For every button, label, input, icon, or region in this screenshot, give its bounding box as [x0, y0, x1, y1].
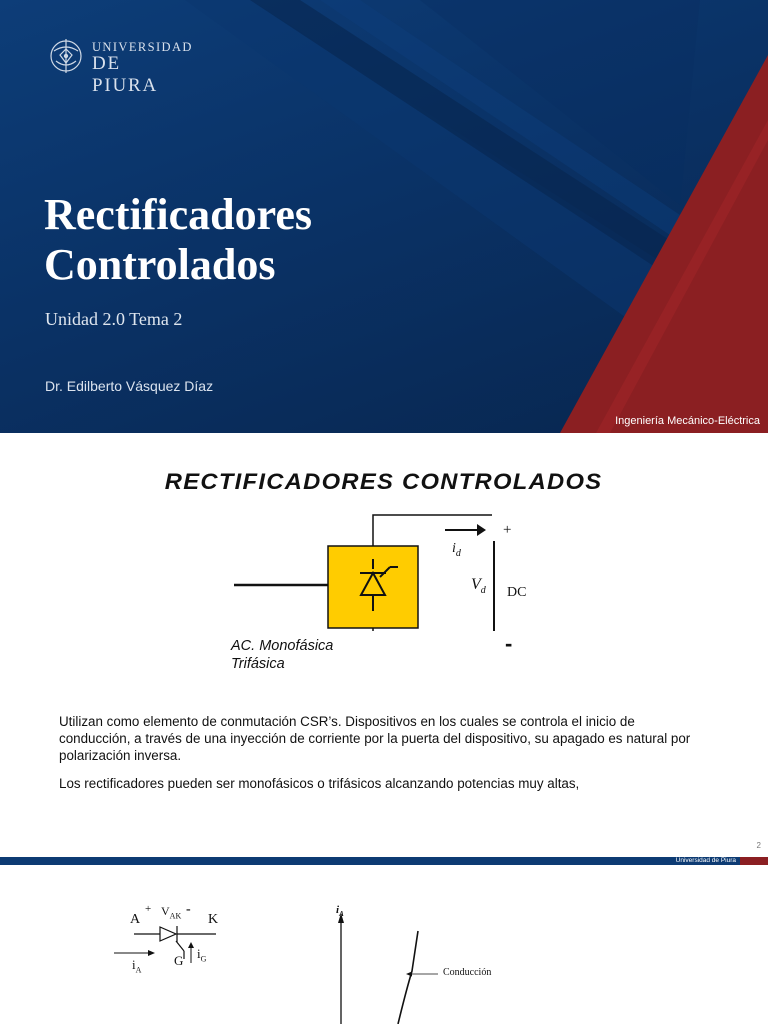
logo-text-line1: UNIVERSIDAD: [92, 40, 193, 54]
university-crest-icon: [48, 33, 84, 79]
scr-label-ia: [132, 957, 141, 975]
chart-ylabel-main: i: [336, 904, 340, 916]
current-label: [452, 541, 461, 559]
conduction-annotation: Conducción: [443, 967, 492, 978]
scr-label-vak: [161, 904, 181, 920]
ia-sub: A: [135, 965, 142, 975]
slide-title-line1: Rectificadores: [44, 190, 312, 239]
conduction-curve: [398, 931, 418, 1024]
ig-sub: G: [200, 954, 207, 964]
plus-sign: +: [503, 522, 512, 538]
rectifier-block: [328, 546, 418, 628]
slide-subtitle: Unidad 2.0 Tema 2: [45, 309, 183, 329]
voltage-label-sub: d: [480, 585, 486, 597]
anode-current-arrow-icon: [148, 950, 155, 956]
ac-label-line2: Trifásica: [231, 656, 285, 672]
content-slide: [0, 433, 768, 865]
dc-label: DC: [507, 585, 527, 600]
ig-main: i: [197, 946, 201, 961]
chart-ylabel: [336, 904, 344, 918]
vak-main: V: [161, 904, 170, 918]
voltage-label: [471, 576, 486, 596]
ac-source-label: [231, 637, 333, 673]
rectifier-circuit-diagram: [230, 511, 550, 631]
scr-label-cathode: K: [208, 912, 219, 927]
paragraph-2: Los rectificadores pueden ser monofásicos o trifásicos alcanzando potencias muy altas,: [59, 776, 580, 791]
ac-label-line1: AC. Monofásica: [231, 638, 334, 654]
school-name: Ingeniería Mecánico-Eléctrica: [615, 415, 760, 427]
slide2-title: RECTIFICADORES CONTROLADOS: [165, 469, 603, 494]
current-label-main: i: [452, 541, 456, 556]
scr-label-gate: G: [174, 953, 184, 968]
scr-label-minus: -: [186, 902, 191, 917]
university-logo: [48, 33, 193, 96]
slide-title: [44, 190, 564, 290]
page-number: 2: [756, 841, 761, 850]
footer-text: Universidad de Piura: [675, 857, 736, 864]
thyristor-slide: [0, 865, 768, 1024]
current-arrow-icon: [477, 524, 486, 536]
annotation-arrow-icon: [406, 972, 412, 977]
paragraph-1: Utilizan como elemento de conmutación CSR’s. Dispositivos en los cuales se controla el inicio de conducción, a través de una inyección de corriente por la puerta del dispositivo, su apagado es natural por polarización inversa.: [59, 714, 691, 763]
minus-sign: -: [505, 631, 513, 656]
slide-title-line2: Controlados: [44, 240, 276, 289]
author-name: Dr. Edilberto Vásquez Díaz: [45, 378, 214, 394]
scr-label-ig: [197, 946, 206, 964]
title-slide: [0, 0, 768, 433]
slide2-title-wrap: [0, 469, 768, 495]
scr-label-plus: +: [145, 903, 152, 915]
footer-bar: [0, 857, 768, 865]
ia-main: i: [132, 957, 136, 972]
voltage-label-main: V: [471, 576, 481, 593]
footer-accent: [740, 857, 768, 865]
chart-ylabel-sub: A: [339, 910, 344, 919]
iv-characteristic-diagram: [320, 901, 520, 1024]
gate-current-arrow-icon: [188, 942, 194, 948]
logo-text-line2: DE PIURA: [92, 53, 159, 96]
scr-label-anode: A: [130, 912, 141, 927]
current-label-sub: d: [455, 547, 461, 559]
vak-sub: AK: [169, 911, 182, 921]
